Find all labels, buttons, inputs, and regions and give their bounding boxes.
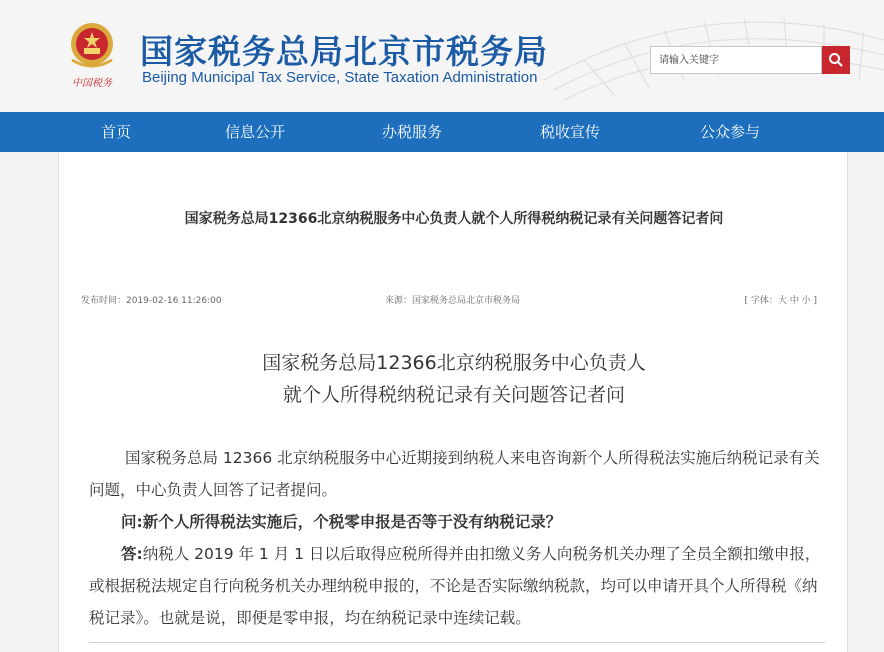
search-box — [650, 46, 850, 74]
nav-item-tax-publicity[interactable]: 税收宣传 — [540, 123, 601, 141]
nav-item-home[interactable]: 首页 — [101, 123, 132, 141]
search-icon — [828, 52, 844, 68]
font-size-suffix: ] — [810, 296, 817, 306]
nav-item-info-disclosure[interactable]: 信息公开 — [225, 123, 286, 141]
site-header — [0, 0, 884, 112]
article-panel — [58, 152, 848, 652]
answer-paragraph — [89, 538, 821, 634]
site-title: 国家税务总局北京市税务局 — [140, 32, 548, 71]
site-subtitle: Beijing Municipal Tax Service, State Taxation Administration — [142, 69, 538, 86]
search-input[interactable] — [650, 46, 822, 74]
publish-date: 发布时间：2019-02-16 11:26:00 — [81, 296, 222, 306]
font-size-prefix: [ 字体： — [744, 296, 778, 306]
tax-emblem-logo[interactable] — [64, 20, 120, 92]
content-divider — [89, 642, 825, 643]
content-headline-line-2: 就个人所得税纳税记录有关问题答记者问 — [282, 384, 625, 406]
main-nav — [0, 112, 884, 152]
logo-lettering: 中国税务 — [72, 78, 112, 89]
nav-item-tax-services[interactable]: 办税服务 — [382, 123, 443, 141]
search-button[interactable] — [822, 46, 850, 74]
font-size-small[interactable]: 小 — [801, 296, 811, 306]
answer-text: 纳税人 2019 年 1 月 1 日以后取得应税所得并由扣缴义务人向税务机关办理了全员全额扣缴申报，或根据税法规定自行向税务机关办理纳税申报的，不论是否实际缴纳税款，均可以申请开具个人所得税《纳税记录》。也就是说，即便是零申报，均在纳税记录中连续记载。 — [89, 545, 821, 627]
article-title: 国家税务总局12366北京纳税服务中心负责人就个人所得税纳税记录有关问题答记者问 — [184, 211, 724, 227]
font-size-switcher — [744, 293, 817, 306]
font-size-medium[interactable]: 中 — [789, 296, 799, 306]
font-size-large[interactable]: 大 — [777, 296, 787, 306]
intro-paragraph: 国家税务总局 12366 北京纳税服务中心近期接到纳税人来电咨询新个人所得税法实施后纳税记录有关问题，中心负责人回答了记者提问。 — [89, 449, 820, 499]
article-source: 来源：国家税务总局北京市税务局 — [385, 296, 521, 306]
answer-label: 答: — [121, 545, 143, 563]
question-paragraph: 问:新个人所得税法实施后，个税零申报是否等于没有纳税记录？ — [121, 513, 562, 531]
nav-item-public-participation[interactable]: 公众参与 — [700, 123, 761, 141]
content-headline-line-1: 国家税务总局12366北京纳税服务中心负责人 — [262, 352, 646, 374]
